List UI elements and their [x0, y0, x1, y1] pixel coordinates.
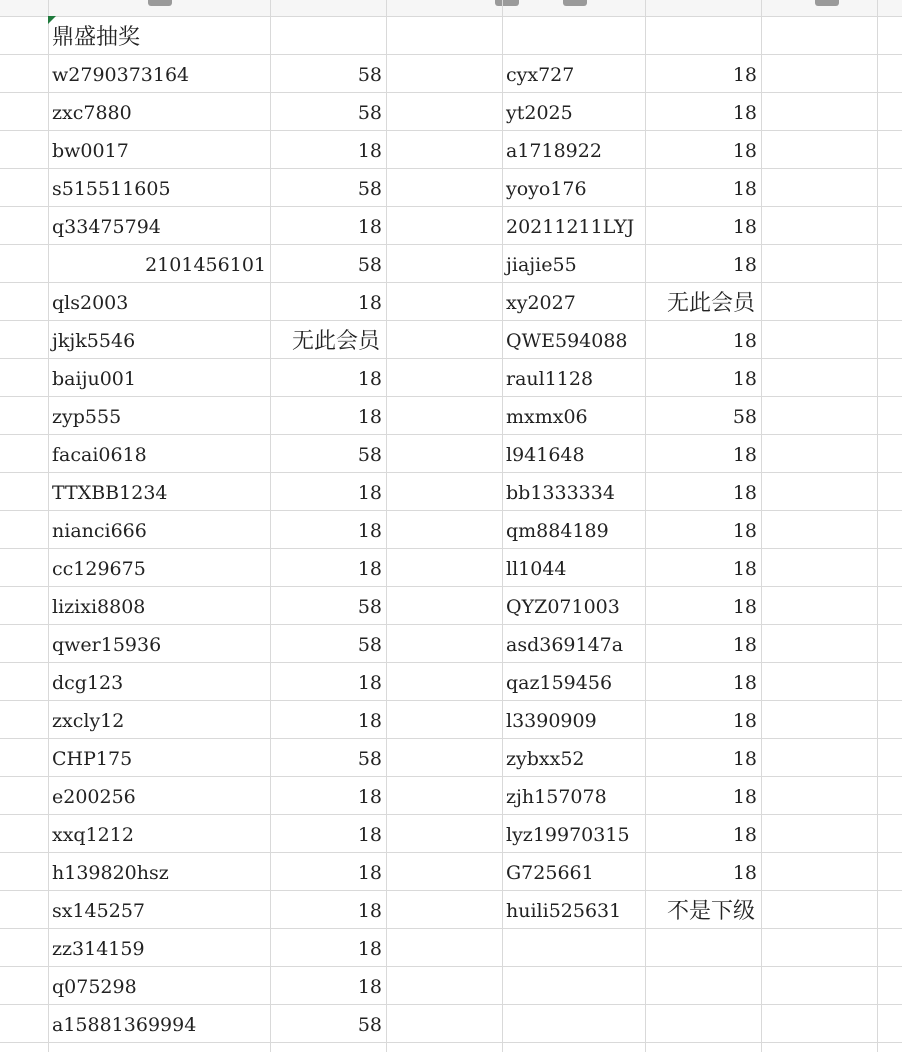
username-cell[interactable]: xy2027 — [506, 292, 576, 314]
amount-cell[interactable]: 18 — [732, 824, 757, 846]
username-cell[interactable]: dcg123 — [52, 672, 124, 694]
username-cell[interactable]: zxc7880 — [52, 102, 132, 124]
username-cell[interactable]: zyp555 — [52, 406, 122, 428]
username-cell[interactable]: QWE594088 — [506, 330, 628, 352]
username-cell[interactable]: bb1333334 — [506, 482, 615, 504]
username-cell[interactable]: zjh157078 — [506, 786, 607, 808]
username-cell[interactable]: qls2003 — [52, 292, 129, 314]
amount-cell[interactable]: 58 — [357, 596, 382, 618]
amount-cell[interactable]: 18 — [732, 254, 757, 276]
amount-cell[interactable]: 18 — [732, 520, 757, 542]
amount-cell[interactable]: 18 — [732, 634, 757, 656]
amount-cell[interactable]: 18 — [732, 368, 757, 390]
amount-cell[interactable]: 18 — [732, 444, 757, 466]
username-cell[interactable]: l3390909 — [506, 710, 597, 732]
amount-cell[interactable]: 18 — [357, 672, 382, 694]
amount-cell[interactable]: 18 — [732, 596, 757, 618]
column-gridline — [386, 0, 387, 1052]
column-gridline — [877, 0, 878, 1052]
status-cell[interactable]: 无此会员 — [291, 329, 380, 354]
amount-cell[interactable]: 58 — [357, 748, 382, 770]
amount-cell[interactable]: 18 — [357, 406, 382, 428]
amount-cell[interactable]: 18 — [732, 330, 757, 352]
username-cell[interactable]: zxcly12 — [52, 710, 125, 732]
amount-cell[interactable]: 18 — [732, 558, 757, 580]
username-cell[interactable]: 20211211LYJ — [506, 216, 635, 238]
amount-cell[interactable]: 18 — [357, 938, 382, 960]
username-cell[interactable]: baiju001 — [52, 368, 136, 390]
username-cell[interactable]: zz314159 — [52, 938, 145, 960]
username-cell[interactable]: q33475794 — [52, 216, 161, 238]
column-header-fragment — [815, 0, 839, 6]
amount-cell[interactable]: 18 — [357, 862, 382, 884]
amount-cell[interactable]: 18 — [357, 368, 382, 390]
amount-cell[interactable]: 58 — [357, 102, 382, 124]
amount-cell[interactable]: 18 — [732, 216, 757, 238]
amount-cell[interactable]: 18 — [357, 824, 382, 846]
amount-cell[interactable]: 18 — [732, 102, 757, 124]
amount-cell[interactable]: 18 — [357, 710, 382, 732]
amount-cell[interactable]: 18 — [357, 900, 382, 922]
username-cell[interactable]: qaz159456 — [506, 672, 613, 694]
username-cell[interactable]: h139820hsz — [52, 862, 169, 884]
username-cell[interactable]: CHP175 — [52, 748, 133, 770]
amount-cell[interactable]: 18 — [732, 482, 757, 504]
username-cell[interactable]: raul1128 — [506, 368, 594, 390]
username-cell[interactable]: facai0618 — [52, 444, 147, 466]
amount-cell[interactable]: 18 — [357, 976, 382, 998]
username-cell[interactable]: cc129675 — [52, 558, 146, 580]
username-cell[interactable]: QYZ071003 — [506, 596, 620, 618]
username-cell[interactable]: qwer15936 — [52, 634, 162, 656]
username-cell[interactable]: q075298 — [52, 976, 137, 998]
column-header-fragment — [563, 0, 587, 6]
sheet-title-cell[interactable]: 鼎盛抽奖 — [52, 25, 141, 50]
username-cell[interactable]: zybxx52 — [506, 748, 585, 770]
amount-cell[interactable]: 58 — [357, 634, 382, 656]
username-cell[interactable]: nianci666 — [52, 520, 147, 542]
amount-cell[interactable]: 18 — [357, 558, 382, 580]
username-cell[interactable]: cyx727 — [506, 64, 575, 86]
username-cell[interactable]: mxmx06 — [506, 406, 588, 428]
username-cell[interactable]: qm884189 — [506, 520, 609, 542]
status-cell[interactable]: 无此会员 — [666, 291, 755, 316]
amount-cell[interactable]: 58 — [732, 406, 757, 428]
username-cell[interactable]: asd369147a — [506, 634, 624, 656]
column-header-fragment — [148, 0, 172, 6]
amount-cell[interactable]: 18 — [357, 292, 382, 314]
row-gridline — [0, 1042, 902, 1043]
username-cell[interactable]: w2790373164 — [52, 64, 190, 86]
username-cell[interactable]: G725661 — [506, 862, 594, 884]
username-cell[interactable]: huili525631 — [506, 900, 622, 922]
amount-cell[interactable]: 58 — [357, 64, 382, 86]
username-cell[interactable]: e200256 — [52, 786, 136, 808]
username-cell[interactable]: sx145257 — [52, 900, 145, 922]
amount-cell[interactable]: 58 — [357, 178, 382, 200]
column-gridline — [761, 0, 762, 1052]
amount-cell[interactable]: 18 — [357, 482, 382, 504]
username-cell[interactable]: 2101456101 — [145, 254, 266, 276]
amount-cell[interactable]: 18 — [732, 140, 757, 162]
amount-cell[interactable]: 18 — [732, 748, 757, 770]
amount-cell[interactable]: 18 — [732, 178, 757, 200]
amount-cell[interactable]: 18 — [357, 786, 382, 808]
amount-cell[interactable]: 18 — [357, 216, 382, 238]
amount-cell[interactable]: 58 — [357, 444, 382, 466]
amount-cell[interactable]: 18 — [357, 140, 382, 162]
username-cell[interactable]: jiajie55 — [506, 254, 577, 276]
username-cell[interactable]: lyz19970315 — [506, 824, 630, 846]
username-cell[interactable]: yt2025 — [506, 102, 573, 124]
amount-cell[interactable]: 18 — [732, 862, 757, 884]
username-cell[interactable]: ll1044 — [506, 558, 567, 580]
column-header-fragment — [495, 0, 519, 6]
row-gridline — [0, 16, 902, 17]
username-cell[interactable]: jkjk5546 — [52, 330, 136, 352]
amount-cell[interactable]: 58 — [357, 254, 382, 276]
username-cell[interactable]: lizixi8808 — [52, 596, 146, 618]
column-header-strip — [0, 0, 902, 16]
amount-cell[interactable]: 58 — [357, 1014, 382, 1036]
username-cell[interactable]: bw0017 — [52, 140, 129, 162]
username-cell[interactable]: s515511605 — [52, 178, 171, 200]
amount-cell[interactable]: 18 — [732, 710, 757, 732]
username-cell[interactable]: a15881369994 — [52, 1014, 197, 1036]
amount-cell[interactable]: 18 — [732, 672, 757, 694]
status-cell[interactable]: 不是下级 — [666, 899, 755, 924]
username-cell[interactable]: TTXBB1234 — [52, 482, 168, 504]
username-cell[interactable]: xxq1212 — [52, 824, 134, 846]
amount-cell[interactable]: 18 — [732, 786, 757, 808]
amount-cell[interactable]: 18 — [732, 64, 757, 86]
username-cell[interactable]: yoyo176 — [506, 178, 587, 200]
username-cell[interactable]: l941648 — [506, 444, 585, 466]
username-cell[interactable]: a1718922 — [506, 140, 602, 162]
amount-cell[interactable]: 18 — [357, 520, 382, 542]
